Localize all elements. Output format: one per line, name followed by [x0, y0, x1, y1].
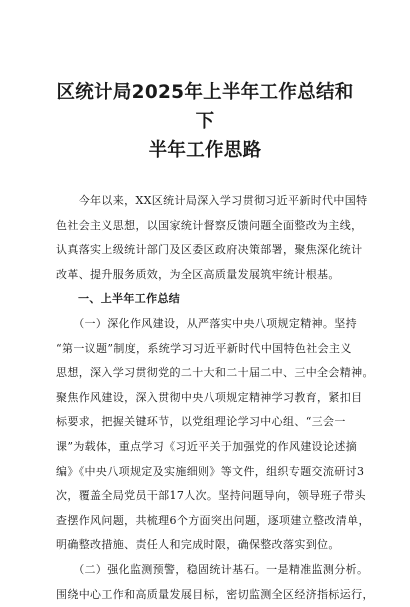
title-line: 区统计局2025年上半年工作总结和下 — [56, 78, 354, 136]
document-title — [56, 78, 354, 165]
paragraph-line: 查摆作风问题，共梳理6个方面突出问题，逐项建立整改清单， — [56, 509, 354, 534]
title-line: 半年工作思路 — [56, 136, 354, 165]
intro-paragraph — [56, 189, 354, 287]
paragraph-line: 改革、提升服务质效，为全区高质量发展筑牢统计根基。 — [56, 263, 354, 288]
paragraph-line: 认真落实上级统计部门及区委区政府决策部署，聚焦深化统计 — [56, 238, 354, 263]
paragraph-line: （一）深化作风建设，从严落实中央八项规定精神。坚持 — [56, 312, 354, 337]
paragraph-line: 标要求，把握关键环节，以党组理论学习中心组、“三会一 — [56, 410, 354, 435]
paragraph-line: 明确整改措施、责任人和完成时限，确保整改落实到位。 — [56, 533, 354, 558]
paragraph-line: 次，覆盖全局党员干部17人次。坚持问题导向，领导班子带头 — [56, 484, 354, 509]
section-heading: 一、上半年工作总结 — [56, 287, 354, 312]
document-body — [56, 189, 354, 607]
paragraph-line: 思想，深入学习贯彻党的二十大和二十届二中、三中全会精神。 — [56, 361, 354, 386]
paragraph-line: “第一议题”制度，系统学习习近平新时代中国特色社会主义 — [56, 337, 354, 362]
paragraph-line: 围绕中心工作和高质量发展目标，密切监测全区经济指标运行， — [56, 583, 354, 607]
paragraph-line: 色社会主义思想，以国家统计督察反馈问题全面整改为主线， — [56, 214, 354, 239]
paragraph-line: 编》《中央八项规定及实施细则》等文件，组织专题交流研讨3 — [56, 460, 354, 485]
paragraph-line: 课”为载体，重点学习《习近平关于加强党的作风建设论述摘 — [56, 435, 354, 460]
paragraph-line: （二）强化监测预警，稳固统计基石。一是精准监测分析。 — [56, 558, 354, 583]
paragraph-line: 今年以来，XX区统计局深入学习贯彻习近平新时代中国特 — [56, 189, 354, 214]
section-paragraph-2 — [56, 558, 354, 607]
paragraph-line: 聚焦作风建设，深入贯彻中央八项规定精神学习教育，紧扣目 — [56, 386, 354, 411]
section-paragraph-1 — [56, 312, 354, 558]
